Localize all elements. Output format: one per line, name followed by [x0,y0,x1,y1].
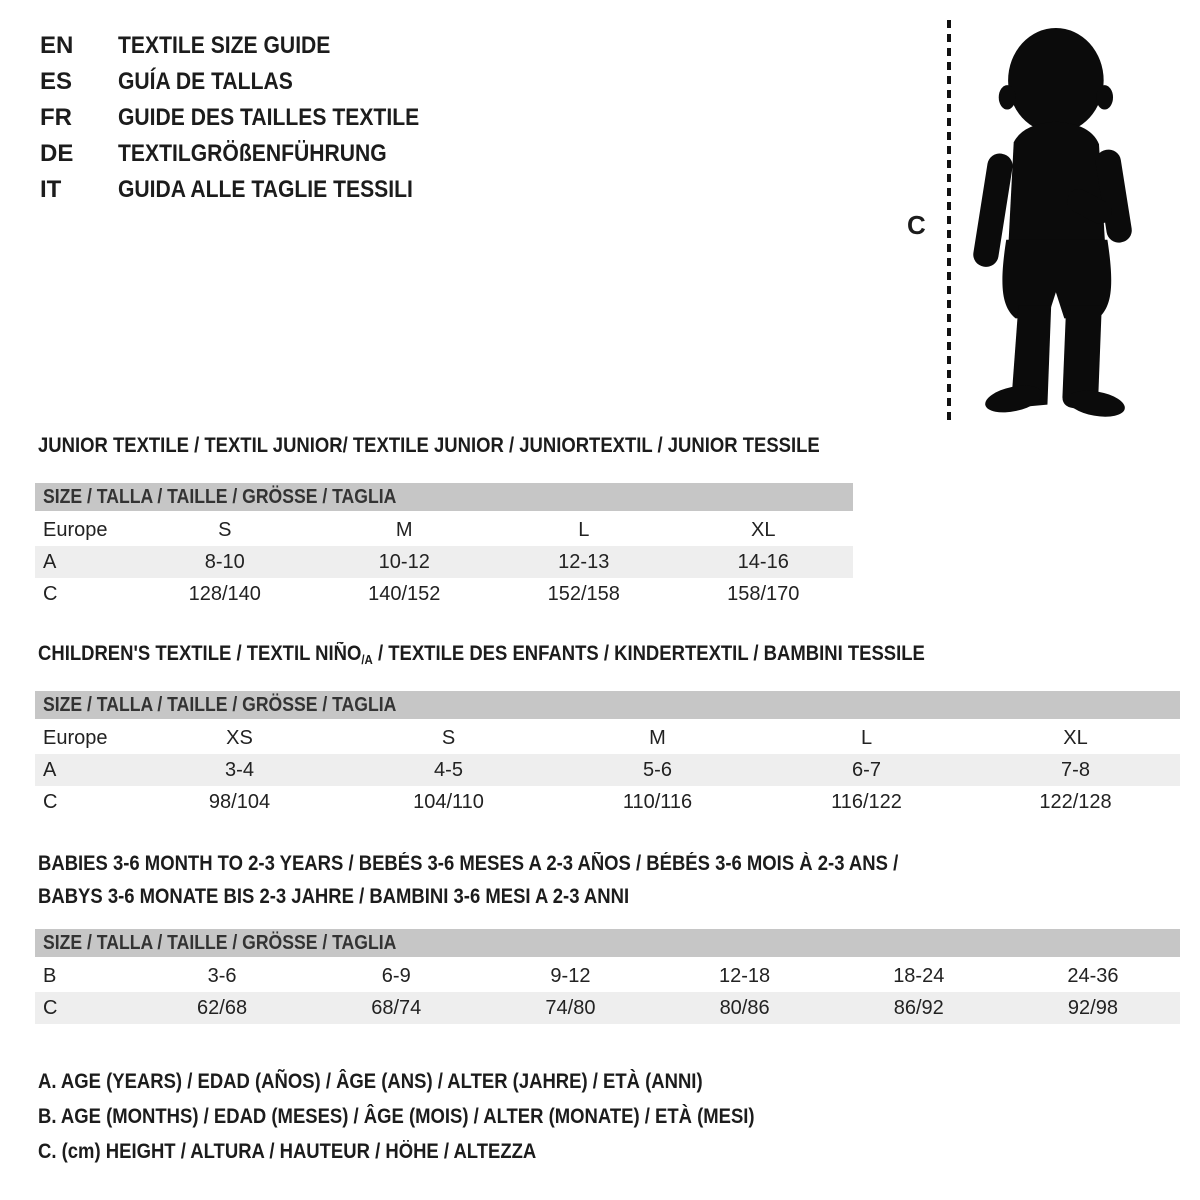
size-header-text: SIZE / TALLA / TAILLE / GRÖSSE / TAGLIA [43,693,397,716]
babies-section-title [38,847,1016,913]
table-cell: L [860,726,873,749]
table-cell: 104/110 [413,790,484,813]
title-post: / TEXTILE DES ENFANTS / KINDERTEXTIL / BAMBINI TESSILE [372,642,925,665]
lang-row-en [40,28,460,64]
height-figure [903,14,1153,426]
lang-code: IT [40,176,62,203]
children-size-table [35,691,1180,818]
children-row-age [35,754,1180,786]
lang-code: ES [40,68,73,95]
row-label: C [43,582,58,605]
lang-row-it [40,172,460,208]
table-cell: 122/128 [1039,790,1112,813]
lang-code: DE [40,140,74,167]
lang-code: EN [40,32,74,59]
table-cell: M [395,518,413,541]
lang-row-es [40,64,460,100]
table-cell: 6-7 [852,758,881,781]
table-cell: M [649,726,666,749]
children-row-europe [35,722,1180,754]
table-cell: S [218,518,232,541]
table-cell: S [441,726,456,749]
table-cell: 9-12 [550,964,591,987]
row-label: A [43,550,57,573]
junior-row-europe [35,514,853,546]
junior-size-header-bar [35,483,853,511]
babies-size-table [35,929,1180,1024]
babies-row-height [35,992,1180,1024]
toddler-silhouette-icon [965,20,1143,422]
row-label: A [43,758,57,781]
title-pre: CHILDREN'S TEXTILE / TEXTIL NIÑO [38,642,362,665]
table-cell: 116/122 [831,790,902,813]
babies-row-months [35,960,1180,992]
table-cell: XL [751,518,776,541]
table-cell: 152/158 [547,582,620,605]
row-label: C [43,790,58,813]
table-cell: 10-12 [378,550,430,573]
table-cell: 14-16 [737,550,789,573]
guide-title-de: TEXTILGRÖßENFÜHRUNG [118,140,387,167]
title-sub: /A [361,652,373,667]
row-label: B [43,964,57,987]
children-row-height [35,786,1180,818]
row-label: Europe [43,518,108,541]
table-cell: 80/86 [719,996,770,1019]
guide-title-es: GUÍA DE TALLAS [118,68,293,95]
guide-title-it: GUIDA ALLE TAGLIE TESSILI [118,176,413,203]
junior-size-table [35,483,853,610]
lang-row-fr [40,100,460,136]
table-cell: 5-6 [643,758,672,781]
table-cell: 68/74 [371,996,422,1019]
legend-line-age-months: B. AGE (MONTHS) / EDAD (MESES) / ÂGE (MOIS) / ALTER (MONATE) / ETÀ (MESI) [38,1105,755,1128]
table-cell: 92/98 [1067,996,1118,1019]
table-cell: XS [226,726,253,749]
junior-row-height [35,578,853,610]
junior-section-title [38,434,926,458]
height-measure-label: C [907,210,926,240]
height-measure-dashed-line [947,20,951,420]
table-cell: 62/68 [197,996,248,1019]
children-section-title-text [38,642,925,667]
table-cell: 24-36 [1067,964,1119,987]
table-cell: 74/80 [545,996,596,1019]
row-label: Europe [43,726,108,749]
table-cell: 12-18 [719,964,771,987]
table-cell: 3-6 [207,964,237,987]
legend-line-height: C. (cm) HEIGHT / ALTURA / HAUTEUR / HÖHE / ALTEZZA [38,1140,537,1163]
table-cell: XL [1063,726,1088,749]
table-cell: 128/140 [188,582,261,605]
junior-row-age [35,546,853,578]
table-cell: 140/152 [368,582,441,605]
guide-title-en: TEXTILE SIZE GUIDE [118,32,331,59]
table-cell: 98/104 [208,790,271,813]
junior-section-title-text: JUNIOR TEXTILE / TEXTIL JUNIOR/ TEXTILE JUNIOR / JUNIORTEXTIL / JUNIOR TESSILE [38,434,820,457]
table-cell: 18-24 [893,964,945,987]
guide-title-fr: GUIDE DES TAILLES TEXTILE [118,104,420,131]
row-label: C [43,996,58,1019]
language-title-list [40,28,460,208]
table-cell: 158/170 [727,582,800,605]
babies-title-line1: BABIES 3-6 MONTH TO 2-3 YEARS / BEBÉS 3-6 MESES A 2-3 AÑOS / BÉBÉS 3-6 MOIS À 2-3 ANS / [38,852,899,875]
table-cell: 110/116 [622,790,693,813]
lang-row-de [40,136,460,172]
table-cell: 86/92 [893,996,944,1019]
babies-title-line2: BABYS 3-6 MONATE BIS 2-3 JAHRE / BAMBINI 3-6 MESI A 2-3 ANNI [38,885,630,908]
children-size-header-bar [35,691,1180,719]
table-cell: 8-10 [204,550,245,573]
children-section-title [38,642,1046,667]
lang-code: FR [40,104,72,131]
table-cell: 3-4 [225,758,254,781]
table-cell: 7-8 [1061,758,1090,781]
table-cell: 12-13 [558,550,610,573]
table-cell: 6-9 [381,964,411,987]
measurement-legend [38,1064,852,1169]
table-cell: L [578,518,590,541]
size-header-text: SIZE / TALLA / TAILLE / GRÖSSE / TAGLIA [43,931,397,954]
legend-line-age-years: A. AGE (YEARS) / EDAD (AÑOS) / ÂGE (ANS) / ALTER (JAHRE) / ETÀ (ANNI) [38,1070,703,1093]
babies-size-header-bar [35,929,1180,957]
table-cell: 4-5 [434,758,463,781]
size-header-text: SIZE / TALLA / TAILLE / GRÖSSE / TAGLIA [43,485,397,508]
